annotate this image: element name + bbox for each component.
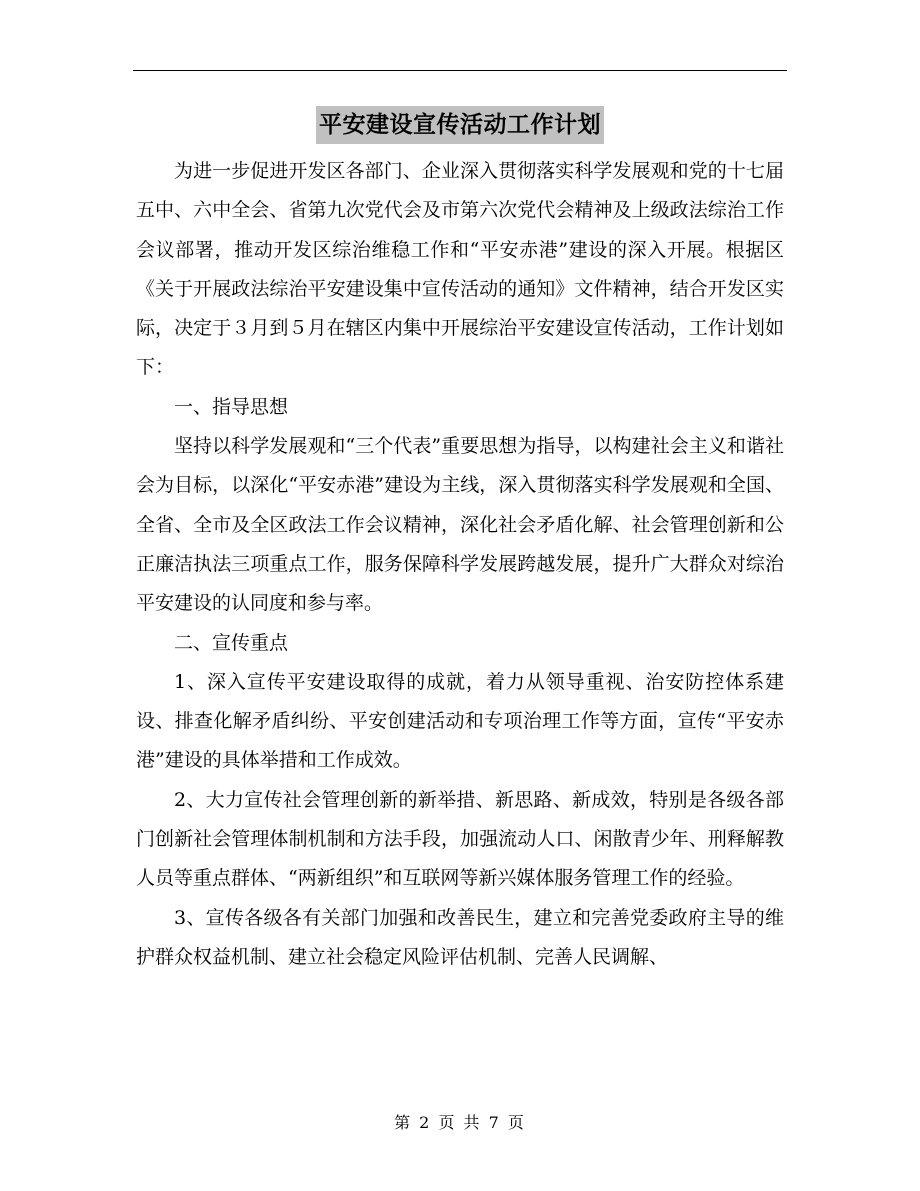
page-number-footer: 第 2 页 共 7 页 bbox=[394, 1113, 526, 1132]
paragraph-guiding-thought: 坚持以科学发展观和“三个代表”重要思想为指导，以构建社会主义和谐社会为目标，以深化“平安赤港”建设为主线，深入贯彻落实科学发展观和全国、全省、全市及全区政法工作会议精神，深化社会矛盾化解、社会管理创新和公正廉洁执法三项重点工作，服务保障科学发展跨越发展，提升广大群众对综治平安建设的认同度和参与率。 bbox=[136, 435, 784, 615]
section-heading-publicity-focus: 二、宣传重点 bbox=[174, 631, 289, 654]
paragraph-focus-item-1: 1、深入宣传平安建设取得的成就，着力从领导重视、治安防控体系建设、排查化解矛盾纠纷、平安创建活动和专项治理工作等方面，宣传“平安赤港”建设的具体举措和工作成效。 bbox=[136, 670, 784, 772]
section-heading-guiding-thought: 一、指导思想 bbox=[174, 395, 289, 418]
header-rule bbox=[133, 70, 787, 71]
document-title: 平安建设宣传活动工作计划 bbox=[316, 106, 604, 144]
paragraph-intro: 为进一步促进开发区各部门、企业深入贯彻落实科学发展观和党的十七届五中、六中全会、省第九次党代会及市第六次党代会精神及上级政法综治工作会议部署，推动开发区综治维稳工作和“平安赤港”建设的深入开展。根据区《关于开展政法综治平安建设集中宣传活动的通知》文件精神，结合开发区实际，决定于３月到５月在辖区内集中开展综治平安建设宣传活动，工作计划如下： bbox=[136, 160, 784, 379]
document-body bbox=[136, 152, 784, 977]
paragraph-focus-item-3: 3、宣传各级各有关部门加强和改善民生，建立和完善党委政府主导的维护群众权益机制、建立社会稳定风险评估机制、完善人民调解、 bbox=[136, 906, 784, 968]
document-title-container bbox=[0, 106, 920, 146]
paragraph-focus-item-2: 2、大力宣传社会管理创新的新举措、新思路、新成效，特别是各级各部门创新社会管理体制机制和方法手段，加强流动人口、闲散青少年、刑释解教人员等重点群体、“两新组织”和互联网等新兴媒体服务管理工作的经验。 bbox=[136, 788, 784, 890]
